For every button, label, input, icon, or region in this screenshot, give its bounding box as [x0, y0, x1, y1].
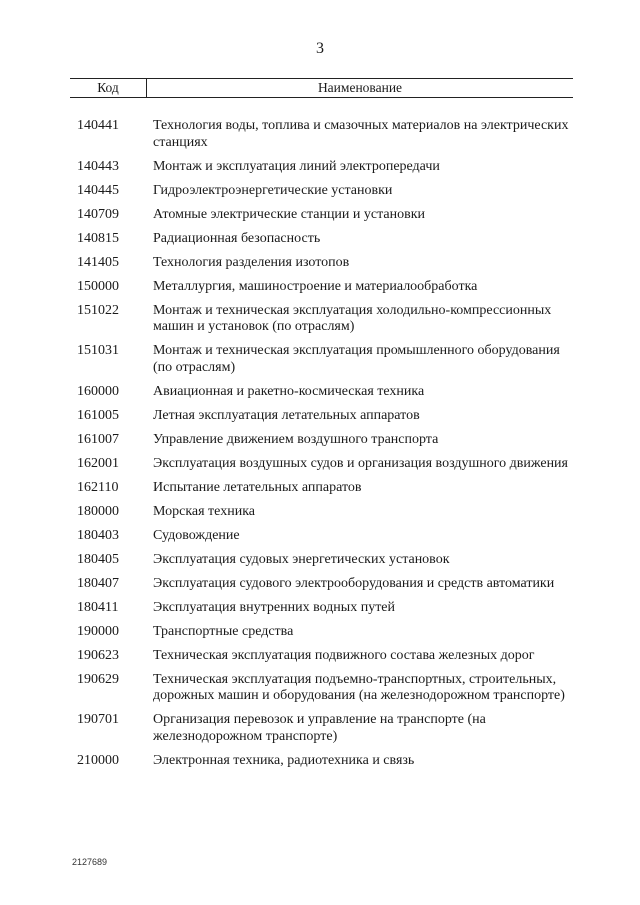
specialties-table [70, 78, 573, 777]
row-name: Монтаж и техническая эксплуатация холодильно-компрессионных машин и установок (по отраслям) [153, 302, 552, 334]
row-code: 161007 [77, 431, 119, 447]
table-row [70, 255, 573, 272]
row-name: Электронная техника, радиотехника и связь [153, 752, 415, 768]
row-name: Технология воды, топлива и смазочных материалов на электрических станциях [153, 118, 569, 150]
table-row [70, 712, 573, 745]
table-row [70, 648, 573, 665]
table-row [70, 279, 573, 296]
table-row [70, 480, 573, 497]
row-code: 140441 [77, 118, 119, 133]
row-code: 160000 [77, 383, 119, 399]
row-name: Управление движением воздушного транспорта [153, 431, 439, 447]
footer-document-code: 2127689 [72, 857, 108, 867]
table-row [70, 183, 573, 200]
row-name: Гидроэлектроэнергетические установки [153, 182, 393, 198]
row-name: Морская техника [153, 503, 255, 519]
table-row [70, 576, 573, 593]
row-name: Транспортные средства [153, 623, 294, 639]
row-code: 141405 [77, 254, 119, 270]
row-code: 162110 [77, 479, 119, 495]
page-number: 3 [316, 40, 324, 57]
table-row [70, 343, 573, 376]
row-name: Организация перевозок и управление на транспорте (на железнодорожном транспорте) [153, 712, 486, 744]
row-code: 162001 [77, 455, 119, 471]
row-code: 190000 [77, 623, 119, 639]
row-code: 210000 [77, 752, 119, 768]
row-code: 140815 [77, 230, 119, 246]
row-name: Техническая эксплуатация подвижного состава железных дорог [153, 647, 535, 663]
row-name: Судовождение [153, 527, 240, 543]
row-name: Эксплуатация внутренних водных путей [153, 599, 396, 615]
row-name: Монтаж и эксплуатация линий электропередачи [153, 158, 440, 174]
row-code: 140443 [77, 158, 119, 174]
row-name: Авиационная и ракетно-космическая техника [153, 383, 425, 399]
row-name: Технология разделения изотопов [153, 254, 350, 270]
row-name: Эксплуатация воздушных судов и организация воздушного движения [153, 455, 568, 471]
row-code: 140445 [77, 182, 119, 198]
table-row [70, 207, 573, 224]
table-row [70, 624, 573, 641]
row-name: Летная эксплуатация летательных аппаратов [153, 407, 420, 423]
table-row [70, 528, 573, 545]
table-row [70, 432, 573, 449]
table-row [70, 600, 573, 617]
table-row [70, 753, 573, 770]
table-row [70, 552, 573, 569]
row-code: 180407 [77, 575, 119, 591]
row-name: Монтаж и техническая эксплуатация промышленного оборудования (по отраслям) [153, 343, 560, 375]
table-row [70, 672, 573, 705]
row-code: 180403 [77, 527, 119, 543]
row-name: Металлургия, машиностроение и материалообработка [153, 278, 478, 294]
table-body [70, 118, 573, 769]
row-name: Атомные электрические станции и установки [153, 206, 426, 222]
row-code: 190629 [77, 671, 119, 687]
row-name: Радиационная безопасность [153, 230, 321, 246]
table-row [70, 504, 573, 521]
row-code: 190701 [77, 712, 119, 727]
row-code: 190623 [77, 647, 119, 663]
table-row [70, 118, 573, 151]
table-row [70, 384, 573, 401]
row-code: 151022 [77, 302, 119, 318]
table-row [70, 231, 573, 248]
row-name: Техническая эксплуатация подъемно-транспортных, строительных, дорожных машин и оборудования (на железнодорожном транспорте) [153, 671, 565, 703]
row-code: 140709 [77, 206, 119, 222]
row-name: Эксплуатация судовых энергетических установок [153, 551, 450, 567]
row-name: Эксплуатация судового электрооборудования и средств автоматики [153, 575, 555, 591]
row-code: 180000 [77, 503, 119, 519]
row-code: 150000 [77, 278, 119, 294]
row-code: 180411 [77, 599, 119, 615]
table-header [70, 78, 573, 98]
table-row [70, 408, 573, 425]
header-code: Код [70, 79, 147, 97]
header-name: Наименование [317, 80, 403, 95]
table-row [70, 159, 573, 176]
row-code: 180405 [77, 551, 119, 567]
table-row [70, 303, 573, 336]
row-name: Испытание летательных аппаратов [153, 479, 362, 495]
row-code: 161005 [77, 407, 119, 423]
row-code: 151031 [77, 343, 119, 358]
table-row [70, 456, 573, 473]
